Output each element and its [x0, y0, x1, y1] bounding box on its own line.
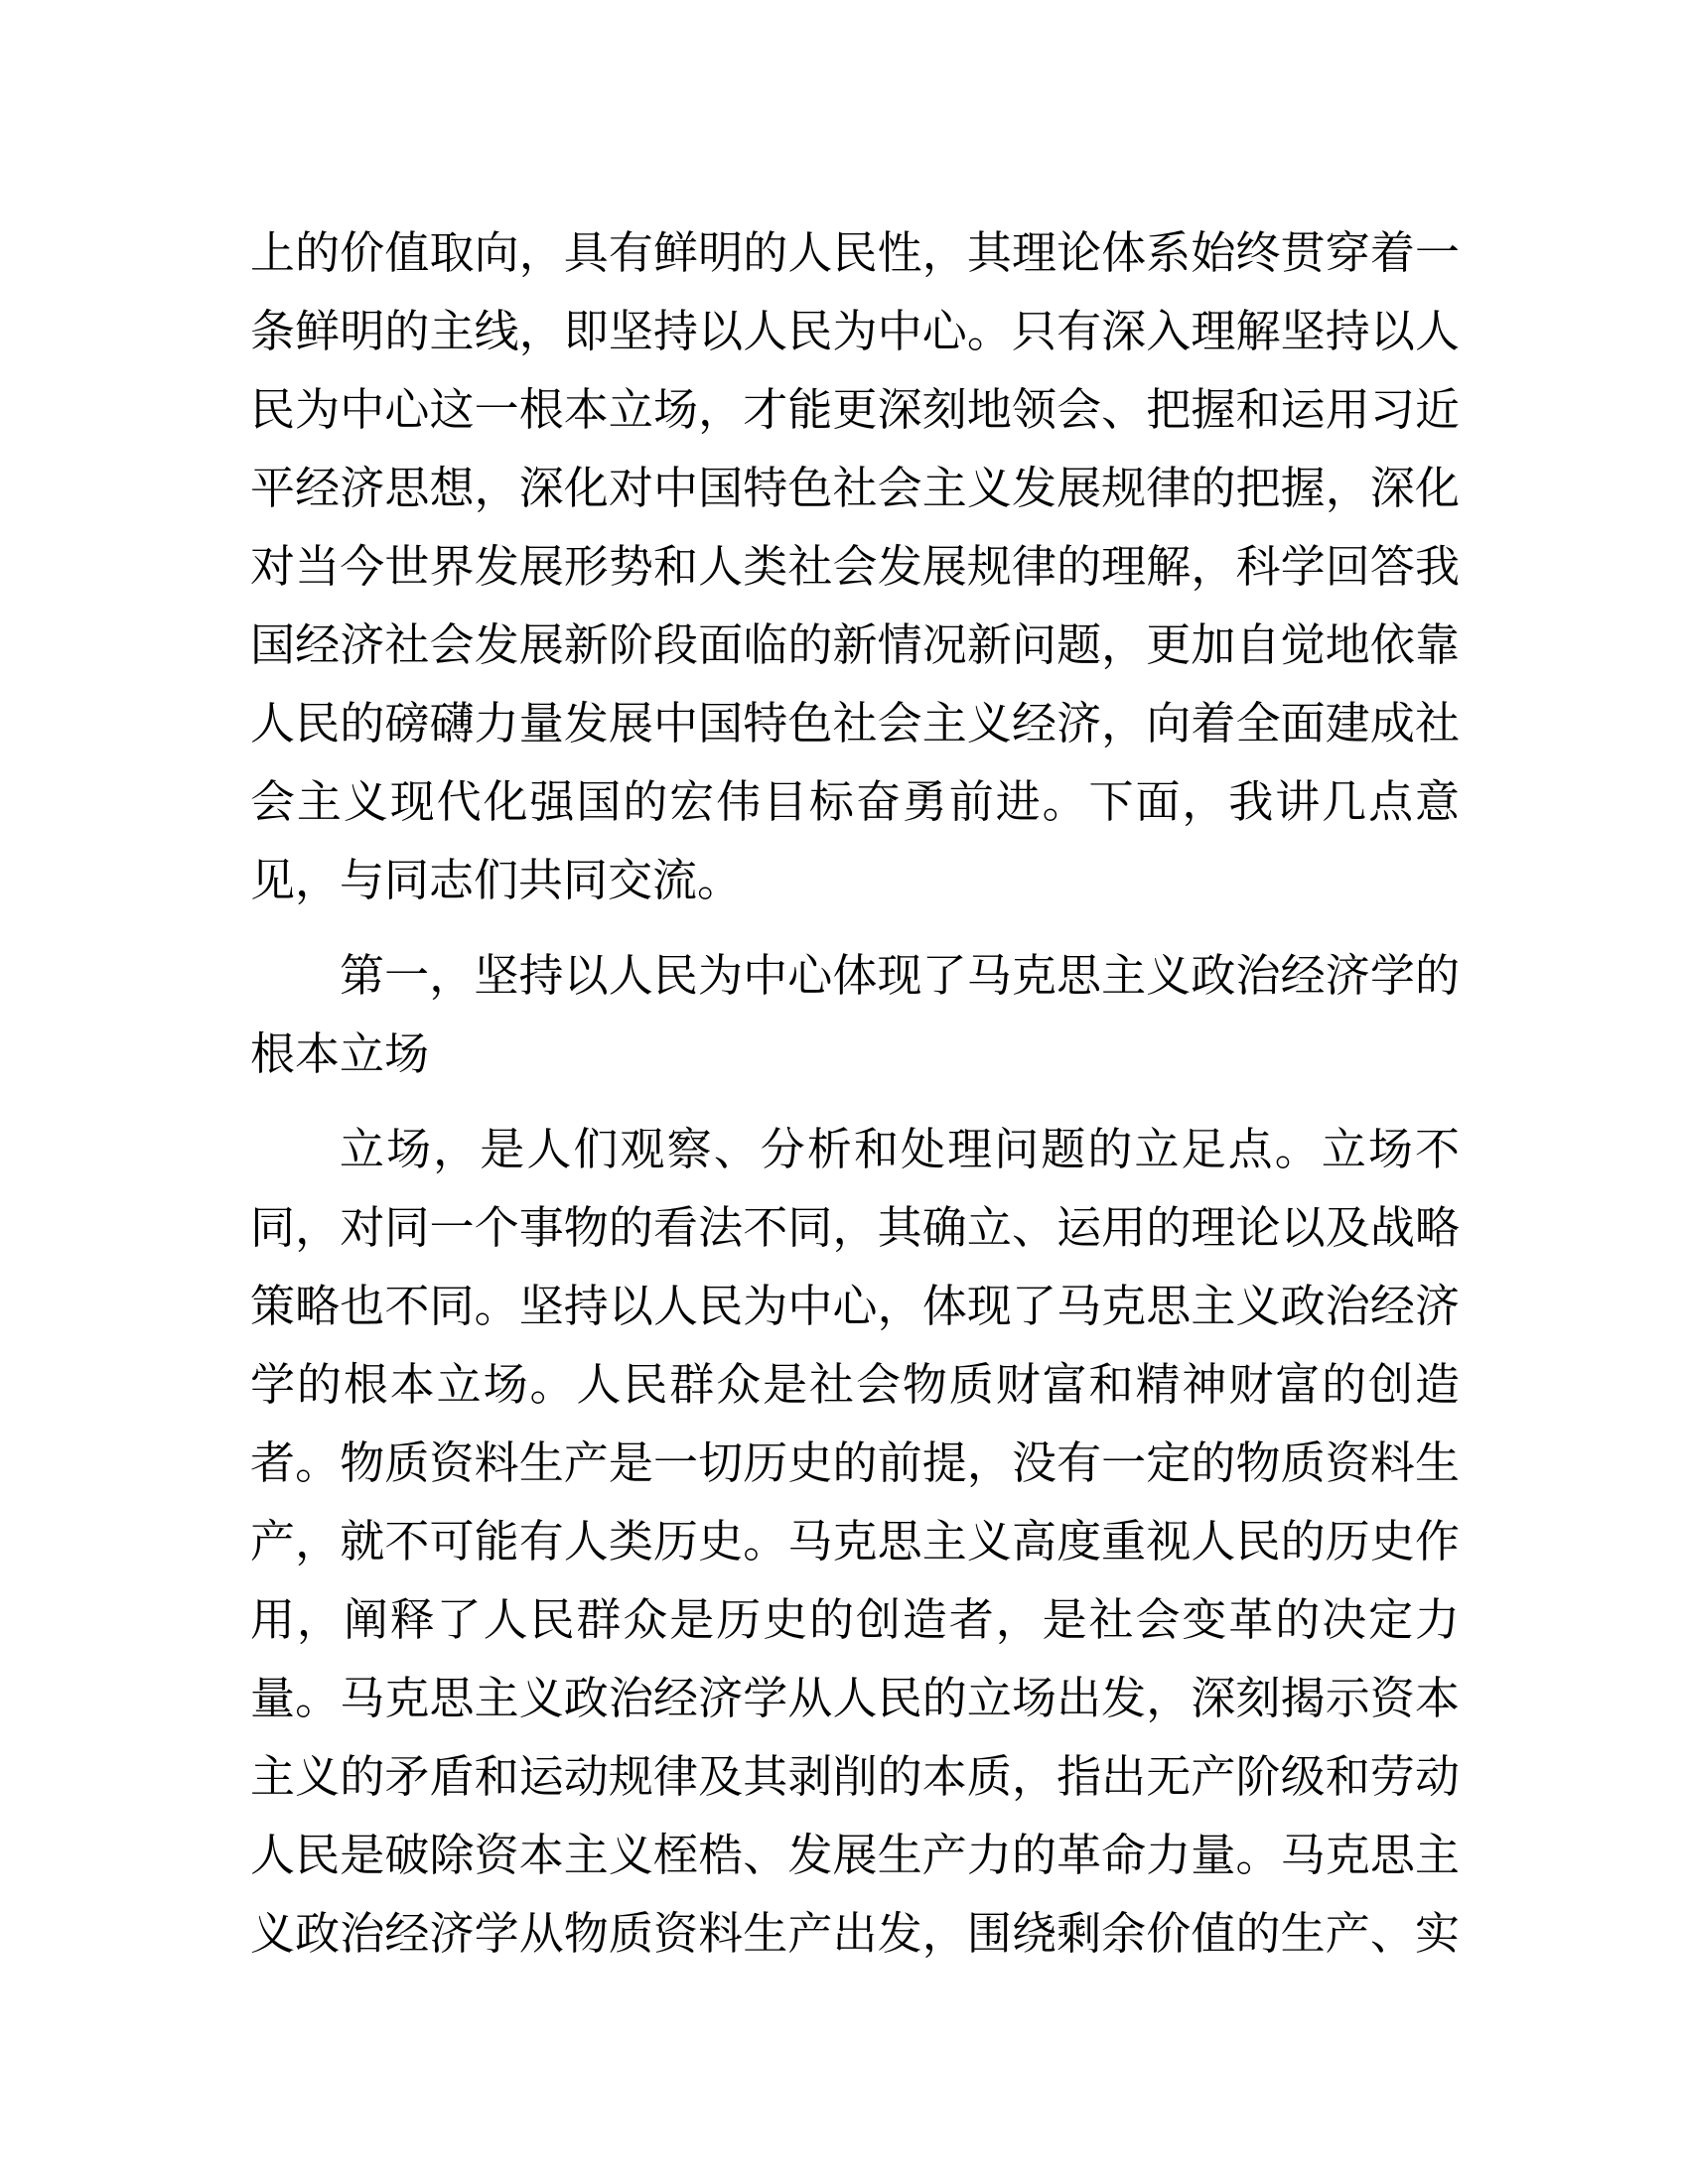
- text-line: 主义的矛盾和运动规律及其剥削的本质，指出无产阶级和劳动: [250, 1751, 1460, 1802]
- text-line: 人民是破除资本主义桎梏、发展生产力的革命力量。马克思主: [250, 1830, 1460, 1880]
- text-line: 上的价值取向，具有鲜明的人民性，其理论体系始终贯穿着一: [250, 227, 1460, 278]
- text-line: 平经济思想，深化对中国特色社会主义发展规律的把握，深化: [250, 463, 1460, 513]
- text-line: 会主义现代化强国的宏伟目标奋勇前进。下面，我讲几点意: [250, 776, 1460, 827]
- text-block: [250, 213, 1460, 1973]
- text-line: 第一，坚持以人民为中心体现了马克思主义政治经济学的: [340, 950, 1460, 1001]
- text-line: 策略也不同。坚持以人民为中心，体现了马克思主义政治经济: [250, 1281, 1460, 1331]
- text-line: 对当今世界发展形势和人类社会发展规律的理解，科学回答我: [250, 541, 1460, 592]
- paragraph-body: [250, 1110, 1460, 1973]
- text-line: 见，与同志们共同交流。: [250, 855, 743, 905]
- text-line: 同，对同一个事物的看法不同，其确立、运用的理论以及战略: [250, 1202, 1460, 1253]
- text-line: 根本立场: [250, 1028, 430, 1079]
- text-line: 立场，是人们观察、分析和处理问题的立足点。立场不: [340, 1124, 1460, 1174]
- text-line: 量。马克思主义政治经济学从人民的立场出发，深刻揭示资本: [250, 1673, 1460, 1723]
- text-line: 用，阐释了人民群众是历史的创造者，是社会变革的决定力: [250, 1594, 1460, 1645]
- text-line: 义政治经济学从物质资料生产出发，围绕剩余价值的生产、实: [250, 1908, 1460, 1959]
- paragraph-continuation: [250, 213, 1460, 919]
- text-line: 者。物质资料生产是一切历史的前提，没有一定的物质资料生: [250, 1437, 1460, 1488]
- text-line: 条鲜明的主线，即坚持以人民为中心。只有深入理解坚持以人: [250, 306, 1460, 356]
- section-heading-1: [250, 936, 1460, 1093]
- text-line: 人民的磅礴力量发展中国特色社会主义经济，向着全面建成社: [250, 698, 1460, 749]
- text-line: 民为中心这一根本立场，才能更深刻地领会、把握和运用习近: [250, 384, 1460, 435]
- text-line: 学的根本立场。人民群众是社会物质财富和精神财富的创造: [250, 1359, 1460, 1410]
- text-line: 国经济社会发展新阶段面临的新情况新问题，更加自觉地依靠: [250, 619, 1460, 670]
- text-line: 产，就不可能有人类历史。马克思主义高度重视人民的历史作: [250, 1516, 1460, 1567]
